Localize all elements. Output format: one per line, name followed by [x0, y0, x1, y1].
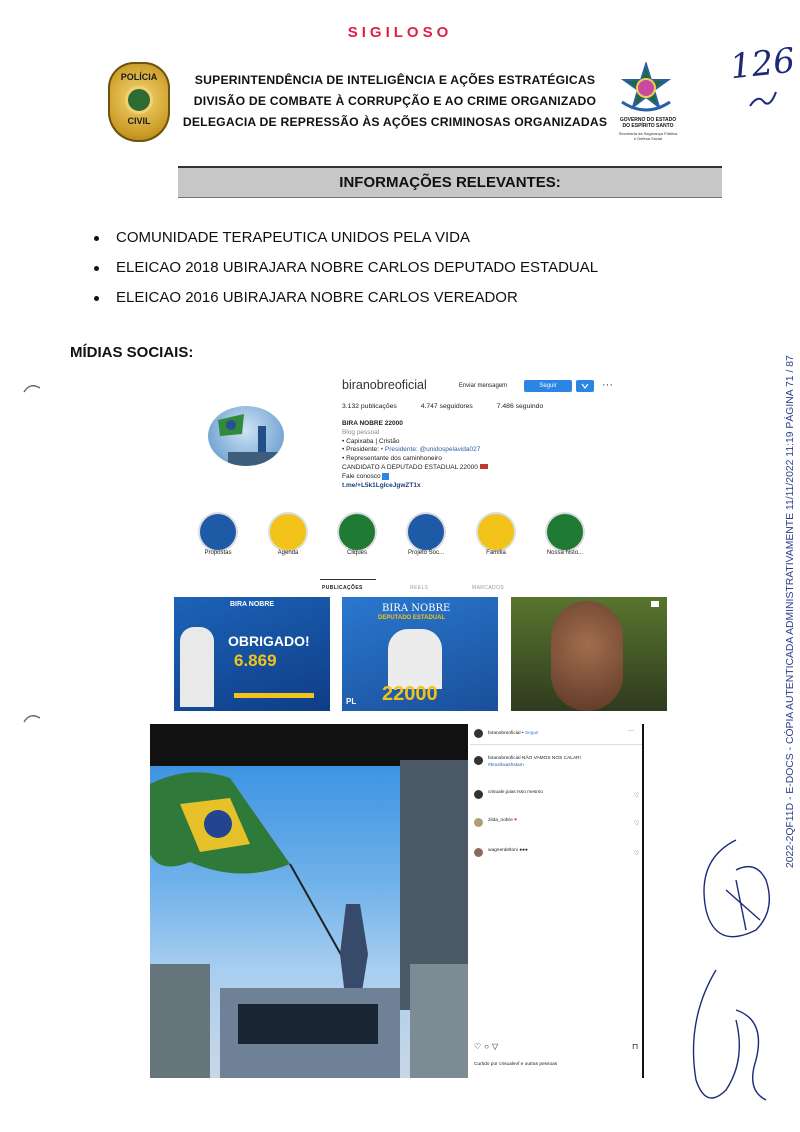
social-media-title: MÍDIAS SOCIAIS: [70, 344, 194, 361]
suggested-button[interactable] [576, 380, 594, 392]
bio-mention-link[interactable]: • Presidente: @unidospelavida027 [380, 446, 481, 454]
comment-avatar [474, 818, 483, 827]
highlight-agenda[interactable] [268, 512, 308, 552]
info-item: COMUNIDADE TERAPEUTICA UNIDOS PELA VIDA [92, 228, 598, 258]
post-thumbnail-selfie[interactable] [511, 597, 667, 711]
section-banner: INFORMAÇÕES RELEVANTES: [178, 166, 722, 198]
gov-sub-line: Secretaria da Segurança Pública [618, 131, 678, 136]
heart-icon[interactable]: ♡ [634, 793, 640, 799]
panel-follow-link[interactable]: Seguir [524, 731, 539, 736]
highlight-label: Cliques [346, 550, 367, 556]
post-brand: BIRA NOBRE [230, 601, 275, 608]
highlight-familia[interactable] [476, 512, 516, 552]
post-main-photo[interactable] [150, 724, 468, 1078]
highlight-historia[interactable] [545, 512, 585, 552]
bio-line [342, 473, 542, 482]
org-line: DIVISÃO DE COMBATE À CORRUPÇÃO E AO CRIME ORGANIZADO [193, 94, 597, 108]
follow-button[interactable]: Seguir [524, 380, 572, 392]
margin-mark-icon [22, 712, 42, 724]
panel-author-name[interactable]: biranobreoficial [488, 731, 521, 736]
flag-icon [208, 406, 284, 466]
save-icon[interactable]: ⊓ [632, 1042, 639, 1051]
post-thumbnail-22000[interactable] [342, 597, 498, 711]
panel-more-icon[interactable]: ··· [628, 728, 634, 734]
active-tab-indicator [320, 579, 376, 580]
profile-avatar[interactable] [208, 406, 284, 466]
handwritten-signature [676, 820, 786, 1120]
post-brand: BIRA NOBRE [382, 603, 451, 614]
gov-label [612, 117, 684, 129]
classification-label: SIGILOSO [347, 24, 453, 41]
bio-link[interactable]: t.me/+L5k1LgIceJgwZT1x [342, 481, 421, 489]
comment-user[interactable]: zilda_nobre [488, 818, 513, 823]
comment-user[interactable]: crisuale.joias [488, 790, 516, 795]
share-icon[interactable]: ▽ [492, 1042, 502, 1051]
flag-scene-icon [150, 764, 468, 1078]
gov-sub-label [612, 131, 684, 141]
action-icons [474, 1042, 501, 1051]
gov-line: DO ESPÍRITO SANTO [622, 123, 674, 129]
highlight-propostas[interactable] [198, 512, 238, 552]
margin-mark-icon [22, 382, 42, 394]
comment-avatar [474, 790, 483, 799]
comment-icon[interactable]: ○ [484, 1042, 493, 1051]
tab-marcados[interactable]: MARCADOS [472, 585, 505, 591]
post-number: 6.869 [234, 651, 277, 670]
info-list [92, 228, 598, 318]
handwritten-page-number: 126 [728, 40, 797, 88]
highlight-cliques[interactable] [337, 512, 377, 552]
bio-line: • Presidente: • Presidente: @unidospelavida027 [342, 446, 481, 454]
heart-emoji-icon: ♥ [514, 818, 518, 823]
following-count[interactable]: 7.486 seguindo [496, 403, 544, 410]
caption-text: NÃO VAMOS NOS CALAR! [521, 756, 581, 761]
profile-category: Blog pessoal [342, 428, 380, 436]
caption [488, 756, 581, 762]
post-face [551, 601, 623, 711]
heart-icon[interactable]: ♡ [634, 851, 640, 857]
comment [488, 848, 528, 854]
more-options-icon[interactable]: ··· [602, 379, 613, 391]
state-crest-icon [618, 62, 674, 116]
highlight-label: Família [486, 550, 506, 556]
handwritten-mark-icon [748, 88, 778, 110]
heart-icon[interactable]: ♡ [634, 821, 640, 827]
comment [488, 818, 517, 824]
info-item: ELEICAO 2018 UBIRAJARA NOBRE CARLOS DEPUTADO ESTADUAL [92, 258, 598, 288]
comment-avatar [474, 848, 483, 857]
post-party: PL [346, 697, 357, 706]
chevron-down-icon [581, 382, 589, 390]
badge-top-text: POLÍCIA [120, 72, 158, 82]
caption-hashtag[interactable]: #brazilwashstam [488, 763, 524, 768]
truck-icon [480, 464, 488, 469]
post-thumbnail-obrigado[interactable] [174, 597, 330, 711]
posts-count: 3.132 publicações [342, 403, 397, 410]
bio-candidate-text: CANDIDATO A DEPUTADO ESTADUAL 22000 [342, 463, 478, 471]
badge-emblem-icon [125, 86, 153, 114]
camera-icon [651, 601, 659, 607]
author-avatar[interactable] [474, 729, 483, 738]
followers-count[interactable]: 4.747 seguidores [420, 403, 473, 410]
profile-stats [342, 403, 565, 410]
highlight-label: Propostas [204, 550, 232, 556]
info-item: ELEICAO 2016 UBIRAJARA NOBRE CARLOS VEREADOR [92, 288, 598, 318]
policia-civil-badge [108, 62, 170, 142]
post-person-figure [180, 627, 214, 707]
profile-name: BIRA NOBRE 22000 [342, 420, 403, 427]
comment-user[interactable]: wagnerdeltoni [488, 848, 518, 853]
highlight-projeto[interactable] [406, 512, 446, 552]
side-stamp [779, 290, 799, 870]
comment-text: Isso mesmo [517, 790, 543, 795]
tab-reels[interactable]: REELS [410, 585, 429, 591]
gov-line: GOVERNO DO ESTADO [619, 117, 677, 123]
post-number: 22000 [382, 683, 438, 705]
liked-by-text: Curtido por crisualevf e outras pessoas [474, 1062, 558, 1067]
org-line: SUPERINTENDÊNCIA DE INTELIGÊNCIA E AÇÕES ESTRATÉGICAS [194, 73, 596, 87]
post-bar [234, 693, 314, 698]
bio-line [342, 464, 542, 473]
highlight-label: Agenda [277, 550, 299, 556]
bio-contact-text: Fale conosco [342, 473, 381, 480]
post-headline: OBRIGADO! [228, 633, 310, 649]
gov-sub-line: e Defesa Social [633, 136, 662, 141]
badge-bottom-text: CIVIL [127, 116, 151, 126]
post-comments-panel [468, 724, 644, 1078]
profile-bio [342, 420, 542, 491]
highlight-label: Nossa histo... [546, 550, 584, 556]
send-message-button[interactable]: Enviar mensagem [458, 383, 508, 389]
tab-publicacoes[interactable]: PUBLICAÇÕES [322, 585, 363, 591]
emoji-icon: ●●● [519, 848, 528, 853]
like-icon[interactable]: ♡ [474, 1042, 485, 1051]
panel-author: biranobreoficial • Seguir [488, 731, 539, 736]
side-stamp-text: 2022-2QF11D - E-DOCS - CÓPIA AUTENTICADA ADMINISTRATIVAMENTE 11/11/2022 11:19 PÁGINA 71 / 87 [785, 355, 796, 868]
ig-username: biranobreoficial [342, 378, 427, 392]
org-header [180, 70, 610, 133]
divider [470, 744, 642, 745]
highlight-label: Projeto Soc... [407, 550, 445, 556]
post-person-figure [388, 629, 442, 689]
bio-line: • Capixaba | Cristão [342, 437, 400, 445]
caption-user[interactable]: biranobreoficial [488, 756, 521, 761]
arrow-icon [382, 473, 389, 480]
post-sub: DEPUTADO ESTADUAL [378, 615, 446, 621]
bio-line: • Representante dos caminhoneiro [342, 455, 442, 463]
org-line: DELEGACIA DE REPRESSÃO ÀS AÇÕES CRIMINOSAS ORGANIZADAS [182, 115, 608, 129]
caption-avatar [474, 756, 483, 765]
comment [488, 790, 543, 796]
